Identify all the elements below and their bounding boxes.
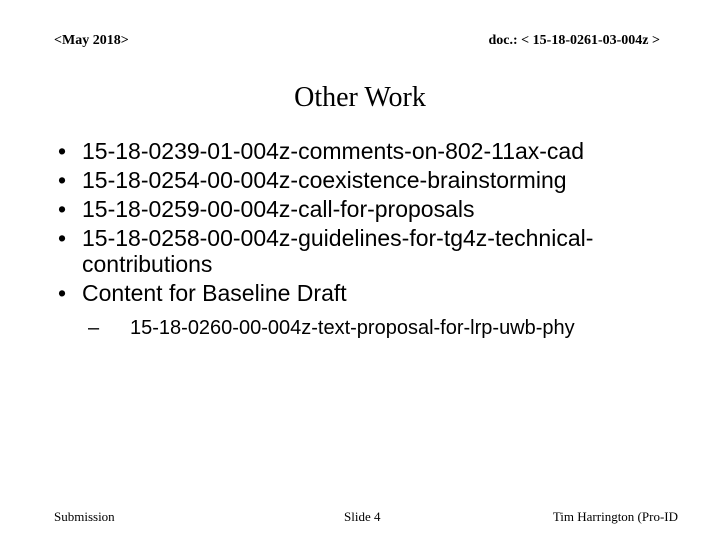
footer-submission: Submission xyxy=(54,509,115,524)
header-date: <May 2018> xyxy=(54,33,129,48)
slide-title: Other Work xyxy=(294,82,426,113)
bullet-text: 15-18-0254-00-004z-coexistence-brainstorming xyxy=(82,167,567,193)
sub-bullet-text: 15-18-0260-00-004z-text-proposal-for-lrp-uwb-phy xyxy=(130,317,575,339)
header-doc-id: doc.: < 15-18-0261-03-004z > xyxy=(488,33,660,48)
sub-bullet-marker: – xyxy=(88,317,100,339)
bullet-item xyxy=(58,280,688,306)
bullet-list xyxy=(58,138,688,340)
bullet-text: Content for Baseline Draft xyxy=(82,280,347,306)
bullet-item xyxy=(58,225,688,277)
footer-author: Tim Harrington (Pro-ID xyxy=(552,509,678,524)
bullet-marker: • xyxy=(58,225,67,251)
bullet-marker: • xyxy=(58,196,67,222)
bullet-text: 15-18-0258-00-004z-guidelines-for-tg4z-technical-contributions xyxy=(82,225,594,277)
sub-bullet-item xyxy=(58,316,688,340)
bullet-text: 15-18-0239-01-004z-comments-on-802-11ax-cad xyxy=(82,138,585,164)
bullet-text: 15-18-0259-00-004z-call-for-proposals xyxy=(82,196,475,222)
bullet-item xyxy=(58,196,688,222)
bullet-marker: • xyxy=(58,138,67,164)
bullet-marker: • xyxy=(58,167,67,193)
bullet-item xyxy=(58,138,688,164)
bullet-marker: • xyxy=(58,280,67,306)
bullet-item xyxy=(58,167,688,193)
footer-slide-number: Slide 4 xyxy=(344,509,381,524)
